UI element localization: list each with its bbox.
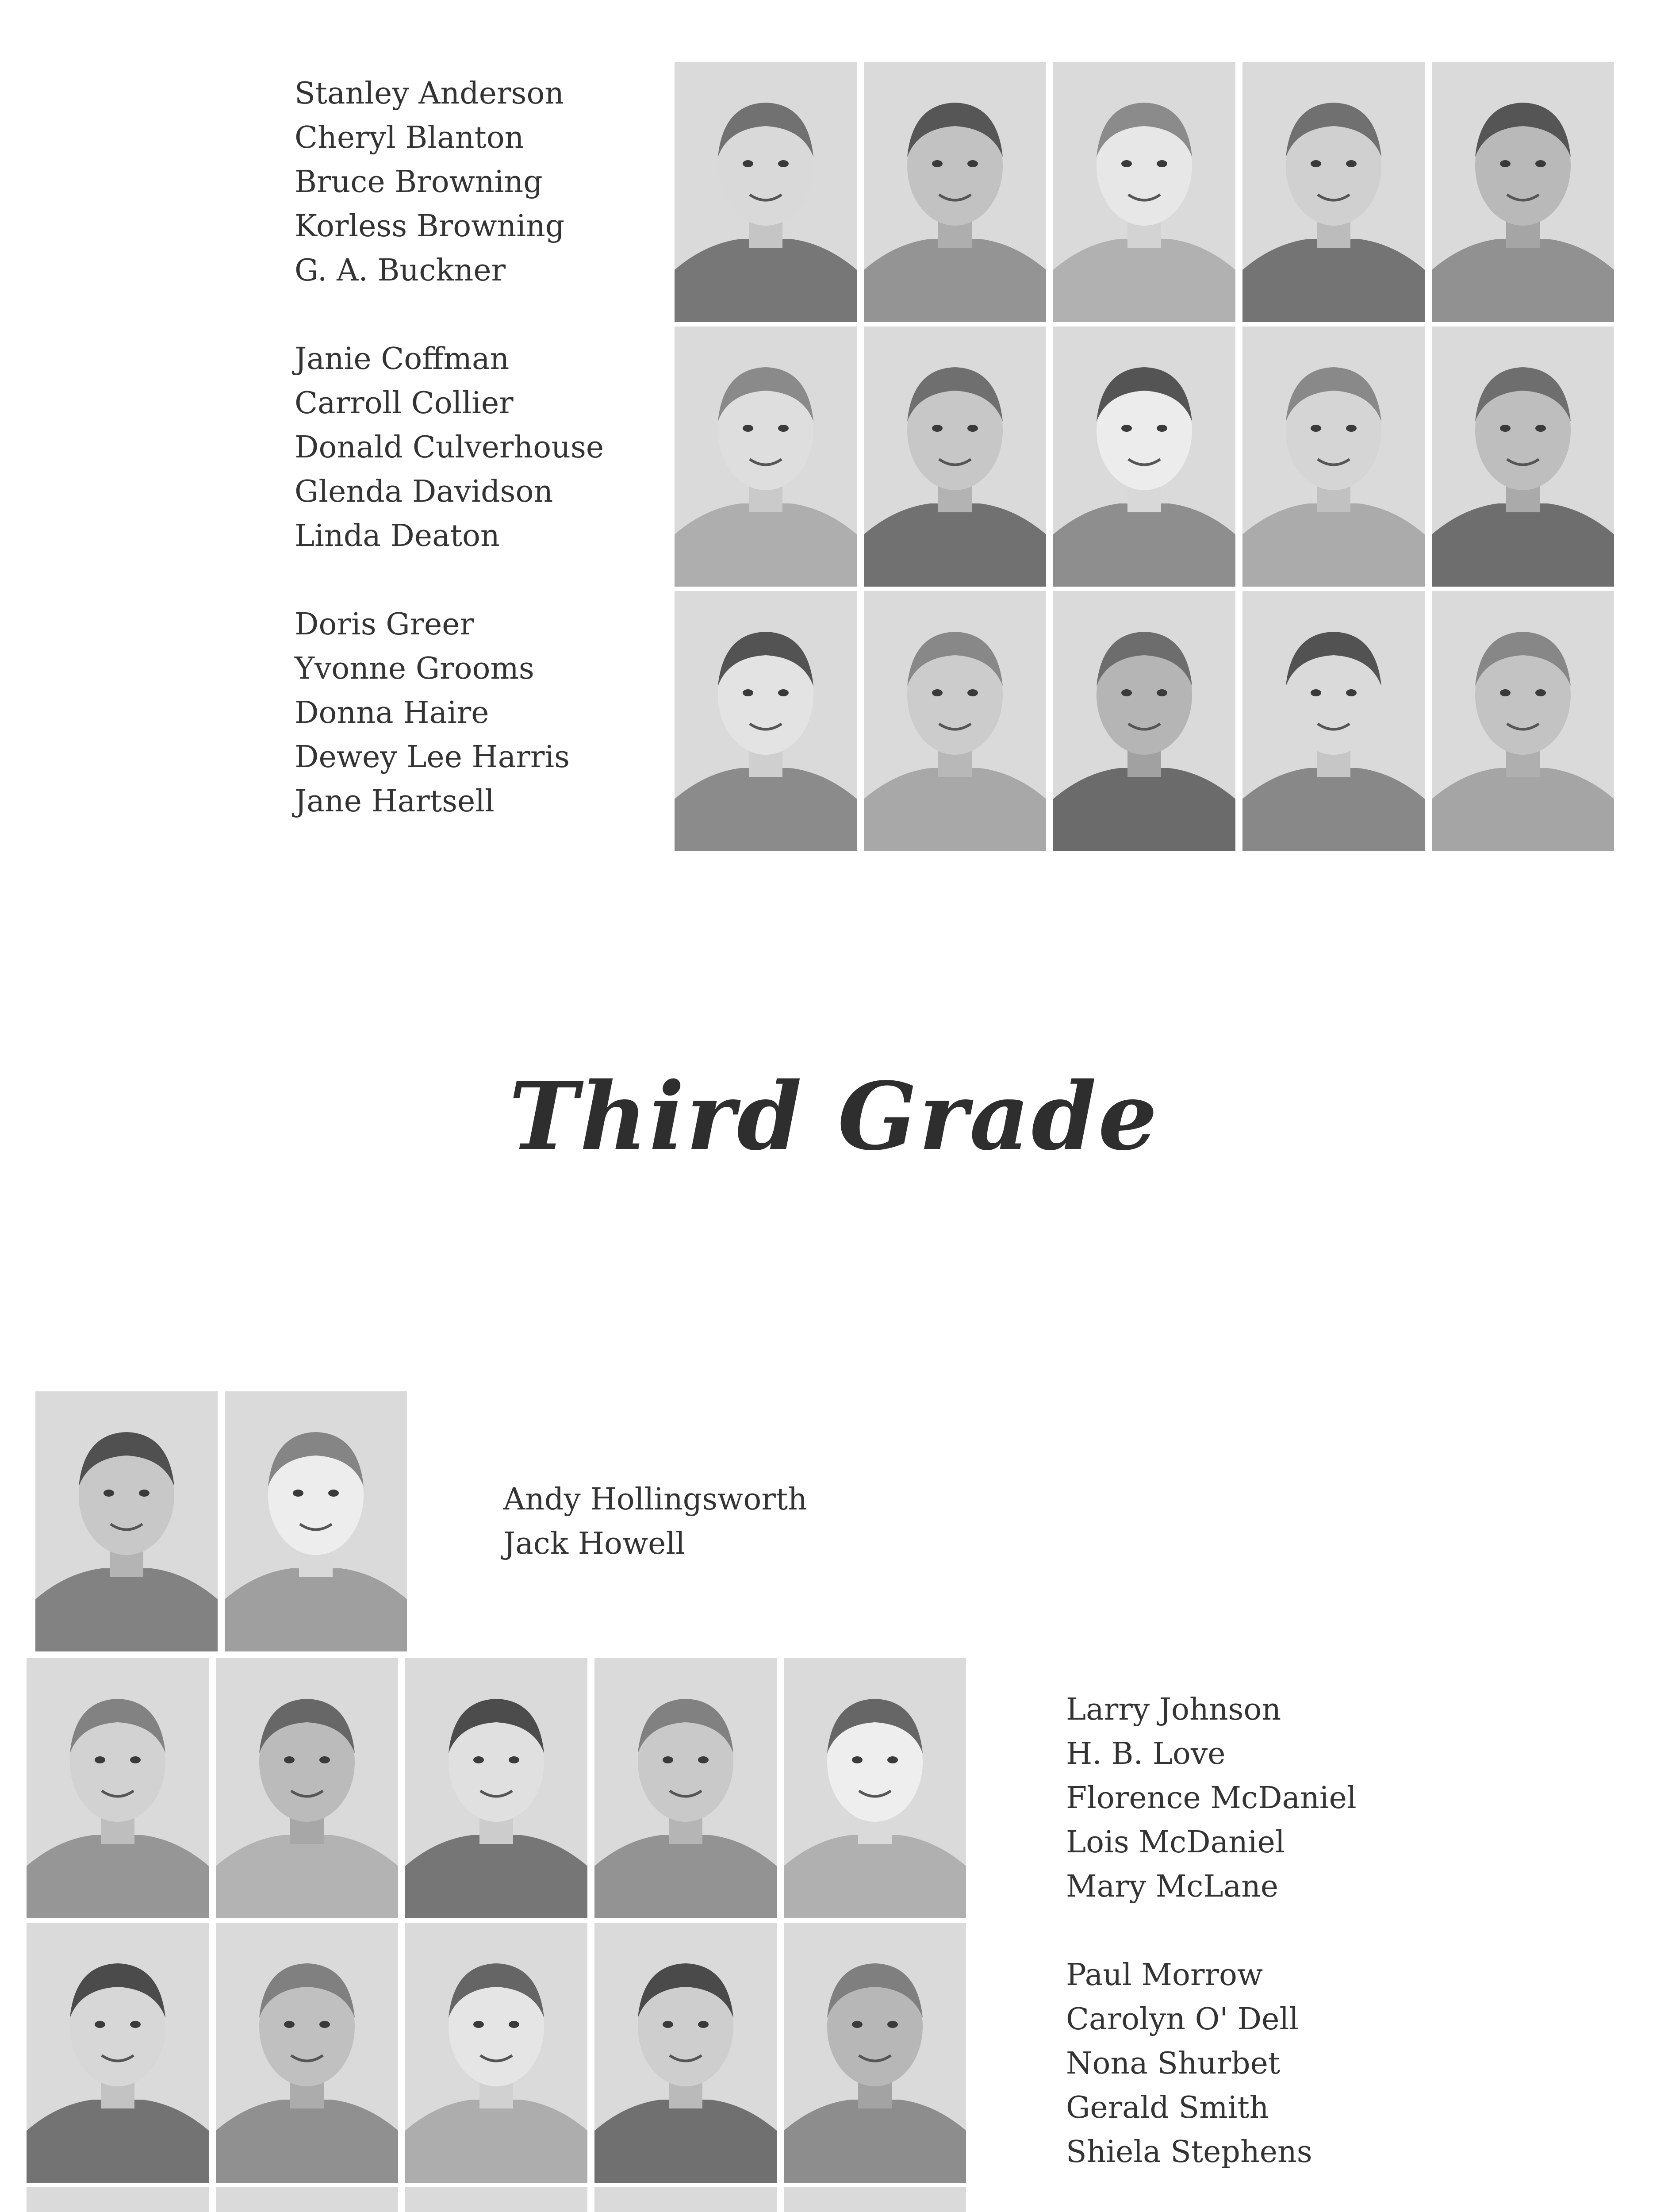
student-name: G. A. Buckner: [295, 253, 506, 288]
student-portrait: [405, 1658, 587, 1918]
student-portrait: [405, 1923, 587, 2183]
student-name: Linda Deaton: [295, 518, 500, 553]
student-portrait: [405, 2187, 587, 2212]
student-portrait: [1432, 591, 1614, 851]
student-name: Yvonne Grooms: [295, 651, 534, 686]
student-name: Paul Morrow: [1066, 1958, 1263, 1993]
student-name: Donald Culverhouse: [295, 430, 604, 465]
name-group-spacer: [1066, 2174, 1357, 2212]
student-portrait: [594, 2187, 777, 2212]
student-name: H. B. Love: [1066, 1736, 1226, 1771]
bottom-first-row-names: [503, 1478, 807, 1566]
student-portrait: [675, 326, 857, 587]
page-title: Third Grade: [509, 1062, 1159, 1171]
student-name: Lois McDaniel: [1066, 1825, 1285, 1860]
student-name: Carroll Collier: [295, 386, 514, 421]
student-name: Janie Coffman: [295, 342, 510, 376]
student-portrait: [1432, 62, 1614, 322]
student-name: Nona Shurbet: [1066, 2046, 1281, 2081]
student-name: Korless Browning: [295, 209, 565, 244]
student-portrait: [1053, 591, 1235, 851]
student-portrait: [1053, 62, 1235, 322]
student-portrait: [784, 1923, 966, 2183]
student-portrait: [864, 326, 1046, 587]
name-group-spacer: [295, 293, 604, 337]
student-name: Glenda Davidson: [295, 474, 553, 509]
student-name: Jack Howell: [503, 1526, 685, 1561]
student-name: Bruce Browning: [295, 165, 543, 200]
student-name: Shiela Stephens: [1066, 2135, 1312, 2170]
student-portrait: [27, 1923, 209, 2183]
student-name: Gerald Smith: [1066, 2090, 1269, 2125]
student-portrait: [594, 1923, 777, 2183]
student-name: Carolyn O' Dell: [1066, 2002, 1299, 2037]
student-name: Jane Hartsell: [295, 784, 495, 819]
student-portrait: [594, 1658, 777, 1918]
student-portrait: [784, 2187, 966, 2212]
student-name: Stanley Anderson: [295, 76, 564, 111]
student-name: Mary McLane: [1066, 1869, 1279, 1904]
student-portrait: [1432, 326, 1614, 587]
name-group-spacer: [295, 558, 604, 603]
bottom-first-row-photos: [35, 1391, 414, 1656]
student-portrait: [216, 1658, 398, 1918]
student-portrait: [675, 62, 857, 322]
student-name: Donna Haire: [295, 695, 489, 730]
student-portrait: [864, 591, 1046, 851]
student-name: Dewey Lee Harris: [295, 740, 570, 775]
student-name: Larry Johnson: [1066, 1692, 1281, 1727]
student-portrait: [675, 591, 857, 851]
student-portrait: [1242, 591, 1425, 851]
student-name: Doris Greer: [295, 607, 475, 642]
student-portrait: [1242, 62, 1425, 322]
student-portrait: [225, 1391, 407, 1651]
student-portrait: [784, 1658, 966, 1918]
student-portrait: [1242, 326, 1425, 587]
student-portrait: [216, 2187, 398, 2212]
top-name-list: [295, 72, 604, 824]
student-portrait: [864, 62, 1046, 322]
bottom-right-name-list: [1066, 1688, 1357, 2212]
name-group-spacer: [1066, 1909, 1357, 1953]
bottom-photo-grid: [27, 1658, 973, 2212]
student-portrait: [27, 2187, 209, 2212]
student-name: Florence McDaniel: [1066, 1781, 1357, 1816]
student-name: Andy Hollingsworth: [503, 1482, 807, 1517]
student-name: Cheryl Blanton: [295, 120, 524, 155]
student-portrait: [27, 1658, 209, 1918]
student-portrait: [35, 1391, 218, 1651]
student-portrait: [1053, 326, 1235, 587]
student-portrait: [216, 1923, 398, 2183]
top-photo-grid: [675, 62, 1621, 856]
